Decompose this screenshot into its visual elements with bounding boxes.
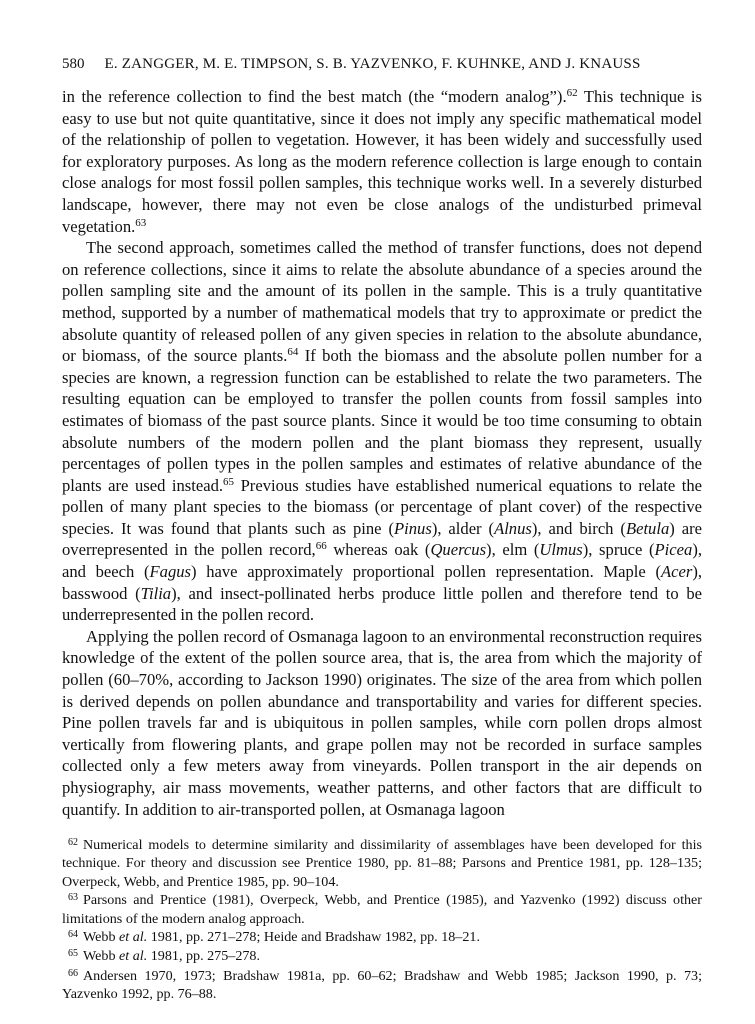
footnote-number: 66 xyxy=(68,967,78,979)
footnote-text: Webb xyxy=(83,929,120,946)
footnote-text: et al. xyxy=(119,929,148,946)
footnote-text: 1981, pp. 275–278. xyxy=(147,948,260,965)
text-run: ), basswood ( xyxy=(62,562,702,603)
footnote-number: 63 xyxy=(68,892,78,904)
footnote xyxy=(62,891,702,928)
text-run: The second approach, sometimes called the method of transfer functions, does not depend on reference collections, since it aims to relate the absolute abundance of a species around the pollen sampling site and the amount of its pollen in the sample. This is a truly quantitative method, supported by a number of mathematical models that try to approximate or predict the absolute quantity of released pollen of any given species in relation to the absolute abundance, or biomass, of the source plants. xyxy=(62,238,702,366)
species-name: Alnus xyxy=(494,518,532,538)
footnotes xyxy=(62,836,702,1004)
footnote xyxy=(62,967,702,1004)
text-run: ), and birch ( xyxy=(531,518,626,538)
text-run: whereas oak ( xyxy=(326,540,431,560)
footnote-number: 64 xyxy=(68,929,78,941)
footnote xyxy=(62,928,702,946)
footnote-number: 65 xyxy=(68,948,78,960)
main-text xyxy=(62,86,702,820)
footnote xyxy=(62,947,702,965)
text-run: ), elm ( xyxy=(486,540,540,560)
text-run: ), and beech ( xyxy=(62,540,702,582)
text-run: in the reference collection to find the best match (the “modern analog”). xyxy=(62,87,567,106)
footnote-ref: 66 xyxy=(315,540,327,553)
footnote-text: Parsons and Prentice (1981), Overpeck, Webb, and Prentice (1985), and Yazvenko (1992) discuss other limitations of the modern analog approach. xyxy=(62,892,702,927)
footnote-text: et al. xyxy=(119,948,148,965)
species-name: Acer xyxy=(660,562,693,582)
page-number: 580 xyxy=(62,56,85,72)
text-run: ), spruce ( xyxy=(582,540,655,560)
running-head xyxy=(62,55,702,73)
footnote-text: Numerical models to determine similarity and dissimilarity of assemblages have been developed for this technique. For theory and discussion see Prentice 1980, pp. 81–88; Parsons and Prentice 1981, pp. 128–135; Overpeck, Webb, and Prentice 1985, pp. 90–104. xyxy=(62,837,702,890)
footnote-text: Andersen 1970, 1973; Bradshaw 1981a, pp. 60–62; Bradshaw and Webb 1985; Jackson 1990, p. 73; Yazvenko 1992, pp. 76–88. xyxy=(62,967,702,1003)
footnote-number: 62 xyxy=(68,837,78,848)
species-name: Quercus xyxy=(430,540,487,560)
footnote xyxy=(62,836,702,891)
species-name: Picea xyxy=(654,540,693,560)
text-run: ), and insect-pollinated herbs produce little pollen and therefore tend to be underrepresented in the pollen record. xyxy=(62,583,702,625)
species-name: Tilia xyxy=(140,583,172,603)
species-name: Ulmus xyxy=(539,540,583,560)
text-run: If both the biomass and the absolute pollen number for a species are known, a regression function can be established to relate the two parameters. The resulting equation can be employed to transfer the pollen counts from fossil samples into estimates of biomass of the past source plants. Since it would be too time consuming to obtain absolute numbers of the modern pollen and the plant biomass they represent, usually percentages of pollen types in the pollen samples and estimates of relative abundance of the plants are used instead. xyxy=(62,346,702,495)
text-run: ), alder ( xyxy=(431,518,495,538)
text-run: Previous studies have established numerical equations to relate the pollen of many plant species to the biomass (or percentage of plant cover) of the respective species. It was found that plants such as pine ( xyxy=(62,475,702,538)
species-name: Fagus xyxy=(149,562,192,582)
text-run: This technique is easy to use but not quite quantitative, since it does not imply any specific mathematical model of the relationship of pollen to vegetation. However, it has been widely and successfully used for exploratory purposes. As long as the modern reference collection is large enough to contain close analogs for most fossil pollen samples, this technique works well. In a severely disturbed landscape, however, there may not even be close analogs of the undisturbed primeval vegetation. xyxy=(62,87,702,236)
paragraph xyxy=(62,86,702,237)
text-run: ) are overrepresented in the pollen record, xyxy=(62,518,702,560)
footnote-ref: 65 xyxy=(223,475,235,488)
footnote-ref: 63 xyxy=(135,216,147,229)
species-name: Pinus xyxy=(394,518,432,538)
footnote-ref: 64 xyxy=(287,346,299,359)
author-list: E. ZANGGER, M. E. TIMPSON, S. B. YAZVENKO, F. KUHNKE, AND J. KNAUSS xyxy=(104,56,641,72)
footnote-ref: 62 xyxy=(566,87,578,99)
footnote-text: Webb xyxy=(83,948,120,965)
footnote-text: 1981, pp. 271–278; Heide and Bradshaw 1982, pp. 18–21. xyxy=(147,929,480,946)
text-run: ) have approximately proportional pollen representation. Maple ( xyxy=(191,562,661,582)
paragraph: Applying the pollen record of Osmanaga lagoon to an environmental reconstruction requires knowledge of the extent of the pollen source area, that is, the area from which the majority of pollen (60–70%, according to Jackson 1990) originates. The size of the area from which pollen is derived depends on pollen abundance and transportability and varies for different species. Pine pollen travels far and is ubiquitous in pollen samples, while corn pollen drops almost vertically from flowering plants, and grape pollen may not be recorded in surface samples collected only a few meters away from vineyards. Pollen transport in the air depends on physiography, air mass movements, weather patterns, and other factors that are difficult to quantify. In addition to air-transported pollen, at Osmanaga lagoon xyxy=(62,626,702,819)
paragraph xyxy=(62,237,702,626)
species-name: Betula xyxy=(625,518,670,538)
